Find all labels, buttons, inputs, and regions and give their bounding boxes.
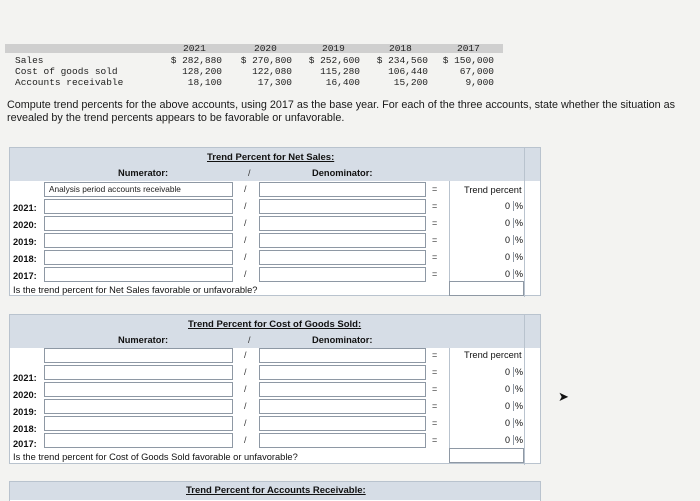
denominator-input[interactable] <box>259 199 426 214</box>
year-label: 2020: <box>13 220 37 230</box>
trend-percent-output: 0 % <box>504 218 523 228</box>
row-label-ar: Accounts receivable <box>15 77 124 88</box>
cogs-trend-worksheet: Trend Percent for Cost of Goods Sold: Numerator: / Denominator: Trend percent / = 2021: / = 0 % 2020: / = 0 % 2019: / = 0 % 2018: / = 0 % 2017: / = 0 % Is the trend percent for Cost of Goods Sold favorable or unfavorable? <box>9 314 541 464</box>
denominator-label: Denominator: <box>312 168 373 178</box>
numerator-input[interactable] <box>44 199 233 214</box>
question-instructions: Compute trend percents for the above accounts, using 2017 as the base year. For each of the three accounts, state whether the situation as revealed by the trend percents appears to be favorable or unfavorable. <box>7 99 676 124</box>
table-cell: 122,080 <box>252 66 292 77</box>
worksheet-title: Trend Percent for Net Sales: <box>207 152 335 163</box>
denominator-input[interactable] <box>259 250 426 265</box>
table-cell: 18,100 <box>187 77 222 88</box>
numerator-input[interactable] <box>44 250 233 265</box>
denominator-input[interactable] <box>259 433 426 448</box>
year-label: 2021: <box>13 203 37 213</box>
numerator-input[interactable] <box>44 365 233 380</box>
table-cell: 115,280 <box>320 66 360 77</box>
trend-percent-output: 0 % <box>504 235 523 245</box>
table-cell: $ 234,560 <box>376 55 428 66</box>
denominator-input[interactable] <box>259 267 426 282</box>
year-label: 2021: <box>13 373 37 383</box>
year-header: 2018 <box>389 43 412 54</box>
trend-percent-header: Trend percent <box>464 185 522 195</box>
table-cell: 15,200 <box>393 77 428 88</box>
year-header: 2021 <box>183 43 206 54</box>
trend-percent-output: 0 % <box>504 201 523 211</box>
year-header: 2019 <box>322 43 345 54</box>
year-header: 2020 <box>254 43 277 54</box>
table-cell: 67,000 <box>459 66 494 77</box>
worksheet-title: Trend Percent for Accounts Receivable: <box>186 485 366 496</box>
favorability-question: Is the trend percent for Cost of Goods Sold favorable or unfavorable? <box>13 452 298 462</box>
numerator-label: Numerator: <box>118 168 169 178</box>
denominator-input[interactable] <box>259 399 426 414</box>
year-label: 2019: <box>13 407 37 417</box>
trend-percent-output: 0 % <box>504 252 523 262</box>
year-label: 2017: <box>13 271 37 281</box>
denominator-input[interactable] <box>259 382 426 397</box>
trend-percent-output: 0 % <box>504 418 523 428</box>
division-slash: / <box>248 335 251 345</box>
trend-percent-output: 0 % <box>504 269 523 279</box>
denominator-input[interactable] <box>259 416 426 431</box>
year-header: 2017 <box>457 43 480 54</box>
year-label: 2017: <box>13 439 37 449</box>
numerator-input[interactable] <box>44 416 233 431</box>
table-cell: 16,400 <box>325 77 360 88</box>
denominator-label: Denominator: <box>312 335 373 345</box>
ar-trend-worksheet <box>9 481 541 501</box>
numerator-input[interactable] <box>44 382 233 397</box>
denominator-input[interactable] <box>259 233 426 248</box>
sales-trend-worksheet: Trend Percent for Net Sales: Numerator: / Denominator: Trend percent Analysis period accounts receivable / = 2021: / = 0 % 2020: / = 0 % 2019: / = 0 % 2018: / = 0 % 2017: / = 0 % Is the trend percent for Net Sales favorable or unfavorable? <box>9 147 541 296</box>
numerator-label: Numerator: <box>118 335 169 345</box>
denominator-input[interactable] <box>259 182 426 197</box>
table-cell: $ 150,000 <box>442 55 494 66</box>
row-label-cogs: Cost of goods sold <box>15 66 118 77</box>
table-cell: 9,000 <box>465 77 494 88</box>
trend-percent-output: 0 % <box>504 384 523 394</box>
table-cell: 17,300 <box>257 77 292 88</box>
mouse-cursor-icon: ➤ <box>558 389 569 404</box>
division-slash: / <box>244 184 247 194</box>
year-label: 2020: <box>13 390 37 400</box>
year-label: 2019: <box>13 237 37 247</box>
year-label: 2018: <box>13 254 37 264</box>
worksheet-header-band <box>10 333 540 348</box>
numerator-input[interactable] <box>44 433 233 448</box>
worksheet-header-band <box>10 166 540 181</box>
table-cell: 128,200 <box>182 66 222 77</box>
denominator-input[interactable] <box>259 216 426 231</box>
numerator-input[interactable] <box>44 216 233 231</box>
trend-percent-header: Trend percent <box>464 350 522 360</box>
equals-sign: = <box>432 184 438 194</box>
year-label: 2018: <box>13 424 37 434</box>
equals-sign: = <box>432 350 438 360</box>
table-cell: $ 270,800 <box>240 55 292 66</box>
trend-percent-output: 0 % <box>504 435 523 445</box>
favorability-question: Is the trend percent for Net Sales favorable or unfavorable? <box>13 285 258 295</box>
row-label-sales: Sales <box>15 55 44 66</box>
table-cell: $ 282,880 <box>170 55 222 66</box>
division-slash: / <box>248 168 251 178</box>
numerator-input[interactable] <box>44 233 233 248</box>
table-cell: $ 252,600 <box>308 55 360 66</box>
trend-percent-output: 0 % <box>504 401 523 411</box>
numerator-input[interactable]: Analysis period accounts receivable <box>44 182 233 197</box>
numerator-input[interactable] <box>44 399 233 414</box>
numerator-input[interactable] <box>44 348 233 363</box>
denominator-input[interactable] <box>259 348 426 363</box>
favorability-input[interactable] <box>449 448 524 463</box>
denominator-input[interactable] <box>259 365 426 380</box>
numerator-input[interactable] <box>44 267 233 282</box>
trend-percent-output: 0 % <box>504 367 523 377</box>
worksheet-title: Trend Percent for Cost of Goods Sold: <box>188 319 362 330</box>
favorability-input[interactable] <box>449 281 524 296</box>
table-cell: 106,440 <box>388 66 428 77</box>
